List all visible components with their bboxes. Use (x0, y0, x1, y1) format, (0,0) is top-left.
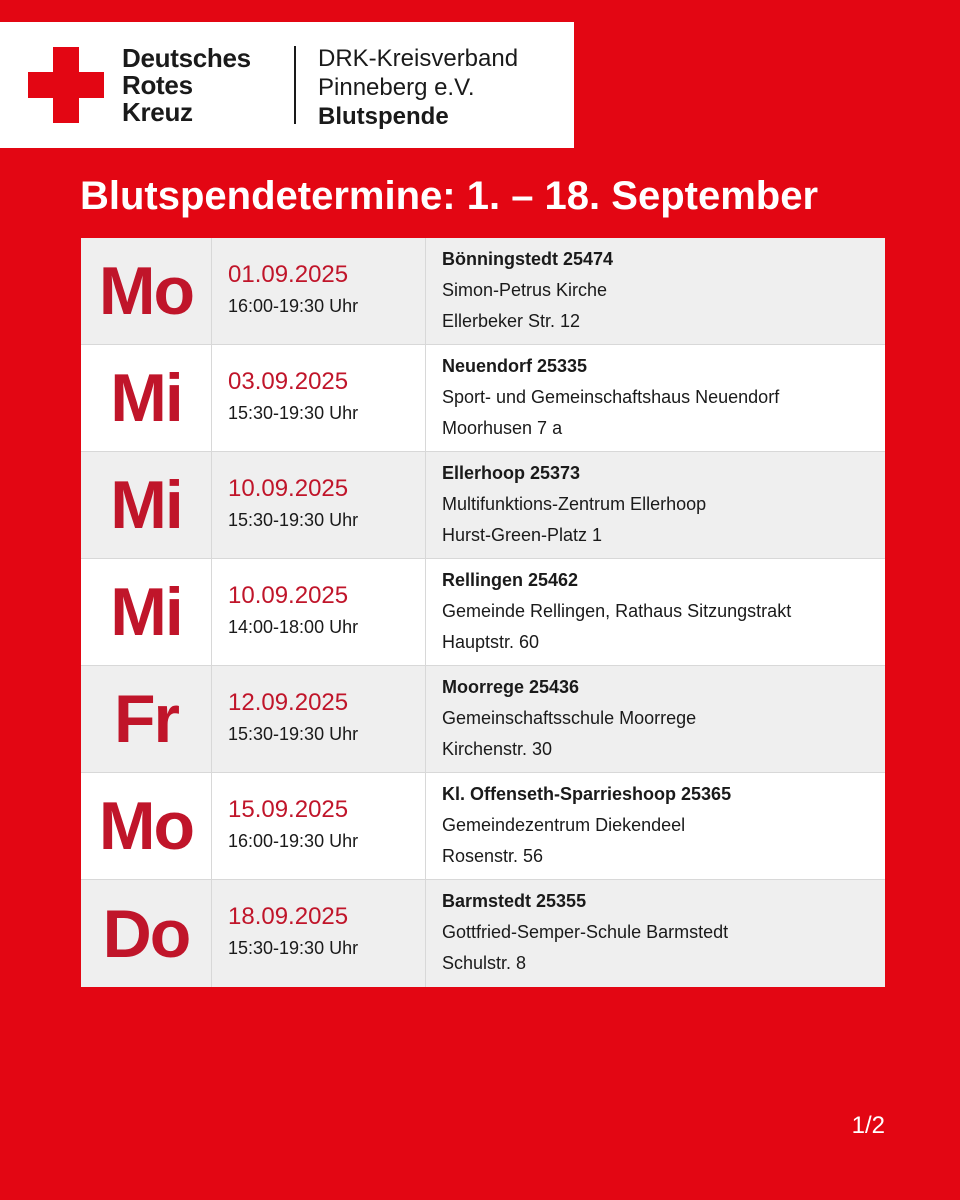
table-row (81, 666, 885, 773)
place: Moorrege 25436 (442, 677, 580, 697)
red-cross-icon (28, 47, 104, 123)
date: 01.09.2025 (228, 261, 349, 288)
venue: Gemeinde Rellingen, Rathaus Sitzungstrakt (442, 601, 792, 621)
table-row (81, 345, 885, 452)
location-cell (426, 666, 885, 772)
organization-name (122, 45, 251, 126)
date-cell (212, 666, 426, 772)
table-row (81, 238, 885, 345)
location-cell (426, 880, 885, 987)
location-cell (426, 559, 885, 665)
date: 18.09.2025 (228, 903, 349, 930)
org-sub-line-2: Pinneberg e.V. (318, 74, 475, 101)
address: Hurst-Green-Platz 1 (442, 525, 603, 545)
date-cell (212, 345, 426, 451)
address: Rosenstr. 56 (442, 846, 544, 866)
org-name-line-2: Rotes (122, 70, 193, 100)
place: Bönningstedt 25474 (442, 249, 614, 269)
place: Rellingen 25462 (442, 570, 579, 590)
venue: Simon-Petrus Kirche (442, 280, 608, 300)
table-row (81, 452, 885, 559)
venue: Multifunktions-Zentrum Ellerhoop (442, 494, 707, 514)
time: 15:30-19:30 Uhr (228, 403, 359, 423)
org-sub-line-3: Blutspende (318, 103, 449, 130)
table-row (81, 559, 885, 666)
address: Kirchenstr. 30 (442, 739, 553, 759)
weekday: Do (81, 880, 212, 987)
table-row (81, 773, 885, 880)
date: 12.09.2025 (228, 689, 349, 716)
date-cell (212, 880, 426, 987)
org-name-line-1: Deutsches (122, 43, 251, 73)
date: 15.09.2025 (228, 796, 349, 823)
location-cell (426, 773, 885, 879)
org-sub-line-1: DRK-Kreisverband (318, 45, 519, 72)
table-row (81, 880, 885, 987)
location-cell (426, 345, 885, 451)
place: Barmstedt 25355 (442, 891, 587, 911)
location-cell (426, 238, 885, 344)
time: 16:00-19:30 Uhr (228, 831, 359, 851)
time: 16:00-19:30 Uhr (228, 296, 359, 316)
date-cell (212, 238, 426, 344)
time: 15:30-19:30 Uhr (228, 724, 359, 744)
venue: Gemeinschaftsschule Moorrege (442, 708, 697, 728)
time: 14:00-18:00 Uhr (228, 617, 359, 637)
weekday: Mi (81, 559, 212, 665)
date-cell (212, 773, 426, 879)
time: 15:30-19:30 Uhr (228, 938, 359, 958)
logo-divider (294, 46, 296, 124)
weekday: Mi (81, 345, 212, 451)
weekday: Mo (81, 773, 212, 879)
venue: Sport- und Gemeinschaftshaus Neuendorf (442, 387, 780, 407)
page-indicator: 1/2 (851, 1112, 885, 1139)
venue: Gottfried-Semper-Schule Barmstedt (442, 922, 729, 942)
address: Moorhusen 7 a (442, 418, 563, 438)
date-cell (212, 559, 426, 665)
venue: Gemeindezentrum Diekendeel (442, 815, 686, 835)
date: 10.09.2025 (228, 582, 349, 609)
date: 10.09.2025 (228, 475, 349, 502)
time: 15:30-19:30 Uhr (228, 510, 359, 530)
location-cell (426, 452, 885, 558)
weekday: Mi (81, 452, 212, 558)
place: Neuendorf 25335 (442, 356, 588, 376)
address: Ellerbeker Str. 12 (442, 311, 581, 331)
weekday: Mo (81, 238, 212, 344)
date: 03.09.2025 (228, 368, 349, 395)
place: Kl. Offenseth-Sparrieshoop 25365 (442, 784, 732, 804)
address: Hauptstr. 60 (442, 632, 540, 652)
weekday: Fr (81, 666, 212, 772)
date-cell (212, 452, 426, 558)
address: Schulstr. 8 (442, 953, 527, 973)
page-title: Blutspendetermine: 1. – 18. September (80, 174, 819, 218)
appointments-table (81, 238, 885, 987)
organization-subtitle (318, 44, 518, 131)
place: Ellerhoop 25373 (442, 463, 581, 483)
org-name-line-3: Kreuz (122, 97, 193, 127)
drk-logo-header (0, 22, 574, 148)
